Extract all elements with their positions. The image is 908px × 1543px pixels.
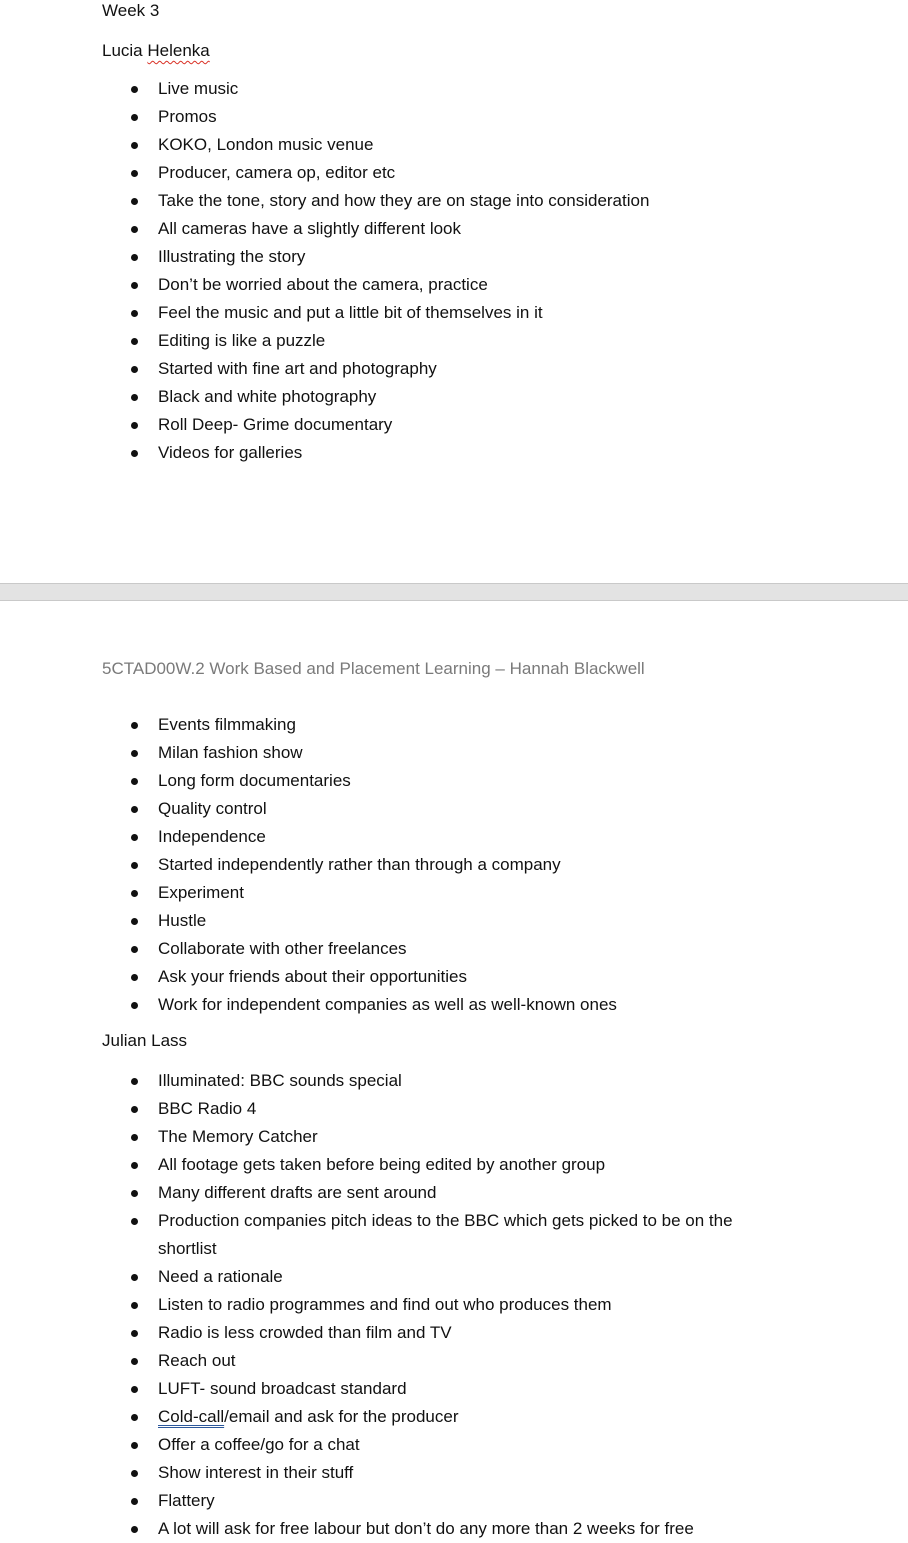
list-item: A lot will ask for free labour but don’t do any more than 2 weeks for free <box>0 1515 908 1543</box>
list-item: Collaborate with other freelances <box>0 935 908 963</box>
list-item: Reach out <box>0 1347 908 1375</box>
list-item: Show interest in their stuff <box>0 1459 908 1487</box>
list-item: Flattery <box>0 1487 908 1515</box>
bullet-icon <box>131 366 138 373</box>
bullet-icon <box>131 310 138 317</box>
bullet-icon <box>131 1526 138 1533</box>
bullet-icon <box>131 750 138 757</box>
list-item: Promos <box>0 103 908 131</box>
bullet-icon <box>131 806 138 813</box>
spellcheck-flagged-word[interactable]: Helenka <box>147 41 210 60</box>
bullet-icon <box>131 974 138 981</box>
list-item: Experiment <box>0 879 908 907</box>
list-item: Independence <box>0 823 908 851</box>
list-item: Cold-call/email and ask for the producer <box>0 1403 908 1431</box>
bullet-icon <box>131 946 138 953</box>
bullet-icon <box>131 1442 138 1449</box>
bullet-list-lucia <box>0 75 908 467</box>
list-item: Videos for galleries <box>0 439 908 467</box>
bullet-icon <box>131 1498 138 1505</box>
bullet-icon <box>131 1386 138 1393</box>
list-item: Illustrating the story <box>0 243 908 271</box>
list-item: Editing is like a puzzle <box>0 327 908 355</box>
bullet-icon <box>131 1330 138 1337</box>
bullet-icon <box>131 862 138 869</box>
list-item: BBC Radio 4 <box>0 1095 908 1123</box>
list-item: Listen to radio programmes and find out who produces them <box>0 1291 908 1319</box>
list-item: All cameras have a slightly different look <box>0 215 908 243</box>
bullet-icon <box>131 918 138 925</box>
bullet-icon <box>131 86 138 93</box>
list-item: All footage gets taken before being edited by another group <box>0 1151 908 1179</box>
bullet-icon <box>131 1162 138 1169</box>
bullet-icon <box>131 422 138 429</box>
speaker-first-name: Lucia <box>102 41 148 60</box>
bullet-list-hannah <box>0 711 908 1019</box>
bullet-icon <box>131 1414 138 1421</box>
list-item: Hustle <box>0 907 908 935</box>
list-item: Many different drafts are sent around <box>0 1179 908 1207</box>
list-item: Started independently rather than through a company <box>0 851 908 879</box>
bullet-icon <box>131 282 138 289</box>
bullet-icon <box>131 1190 138 1197</box>
document-page-2 <box>0 601 908 1538</box>
list-item: The Memory Catcher <box>0 1123 908 1151</box>
week-heading: Week 3 <box>102 1 160 20</box>
list-item: Roll Deep- Grime documentary <box>0 411 908 439</box>
bullet-icon <box>131 1274 138 1281</box>
speaker-name <box>102 40 210 62</box>
list-item: Radio is less crowded than film and TV <box>0 1319 908 1347</box>
list-item: Offer a coffee/go for a chat <box>0 1431 908 1459</box>
bullet-list-julian <box>0 1067 908 1543</box>
bullet-icon <box>131 226 138 233</box>
list-item: Quality control <box>0 795 908 823</box>
bullet-icon <box>131 450 138 457</box>
list-item: Take the tone, story and how they are on stage into consideration <box>0 187 908 215</box>
bullet-icon <box>131 254 138 261</box>
bullet-icon <box>131 890 138 897</box>
list-item: Long form documentaries <box>0 767 908 795</box>
bullet-icon <box>131 394 138 401</box>
bullet-icon <box>131 778 138 785</box>
list-item: Events filmmaking <box>0 711 908 739</box>
speaker-name-julian: Julian Lass <box>102 1031 188 1050</box>
list-item: Production companies pitch ideas to the BBC which gets picked to be on the shortlist <box>0 1207 908 1263</box>
list-item: Illuminated: BBC sounds special <box>0 1067 908 1095</box>
bullet-icon <box>131 1106 138 1113</box>
list-item: Milan fashion show <box>0 739 908 767</box>
list-item: Work for independent companies as well as well-known ones <box>0 991 908 1019</box>
bullet-icon <box>131 142 138 149</box>
bullet-icon <box>131 114 138 121</box>
bullet-icon <box>131 1002 138 1009</box>
grammar-flagged-word[interactable]: Cold-call <box>158 1407 225 1426</box>
list-item: Started with fine art and photography <box>0 355 908 383</box>
bullet-icon <box>131 1302 138 1309</box>
list-item: Live music <box>0 75 908 103</box>
page-header[interactable]: 5CTAD00W.2 Work Based and Placement Learning – Hannah Blackwell <box>102 659 645 678</box>
bullet-icon <box>131 722 138 729</box>
list-item: Producer, camera op, editor etc <box>0 159 908 187</box>
list-item: Feel the music and put a little bit of themselves in it <box>0 299 908 327</box>
bullet-icon <box>131 1358 138 1365</box>
list-item: Don’t be worried about the camera, practice <box>0 271 908 299</box>
list-item: Black and white photography <box>0 383 908 411</box>
list-item: Ask your friends about their opportunities <box>0 963 908 991</box>
bullet-icon <box>131 1218 138 1225</box>
document-page-1 <box>0 0 908 583</box>
list-item: Need a rationale <box>0 1263 908 1291</box>
bullet-icon <box>131 834 138 841</box>
bullet-icon <box>131 198 138 205</box>
list-item: KOKO, London music venue <box>0 131 908 159</box>
bullet-icon <box>131 1134 138 1141</box>
bullet-icon <box>131 338 138 345</box>
list-item: LUFT- sound broadcast standard <box>0 1375 908 1403</box>
bullet-icon <box>131 1078 138 1085</box>
bullet-icon <box>131 170 138 177</box>
bullet-icon <box>131 1470 138 1477</box>
page-break <box>0 583 908 601</box>
